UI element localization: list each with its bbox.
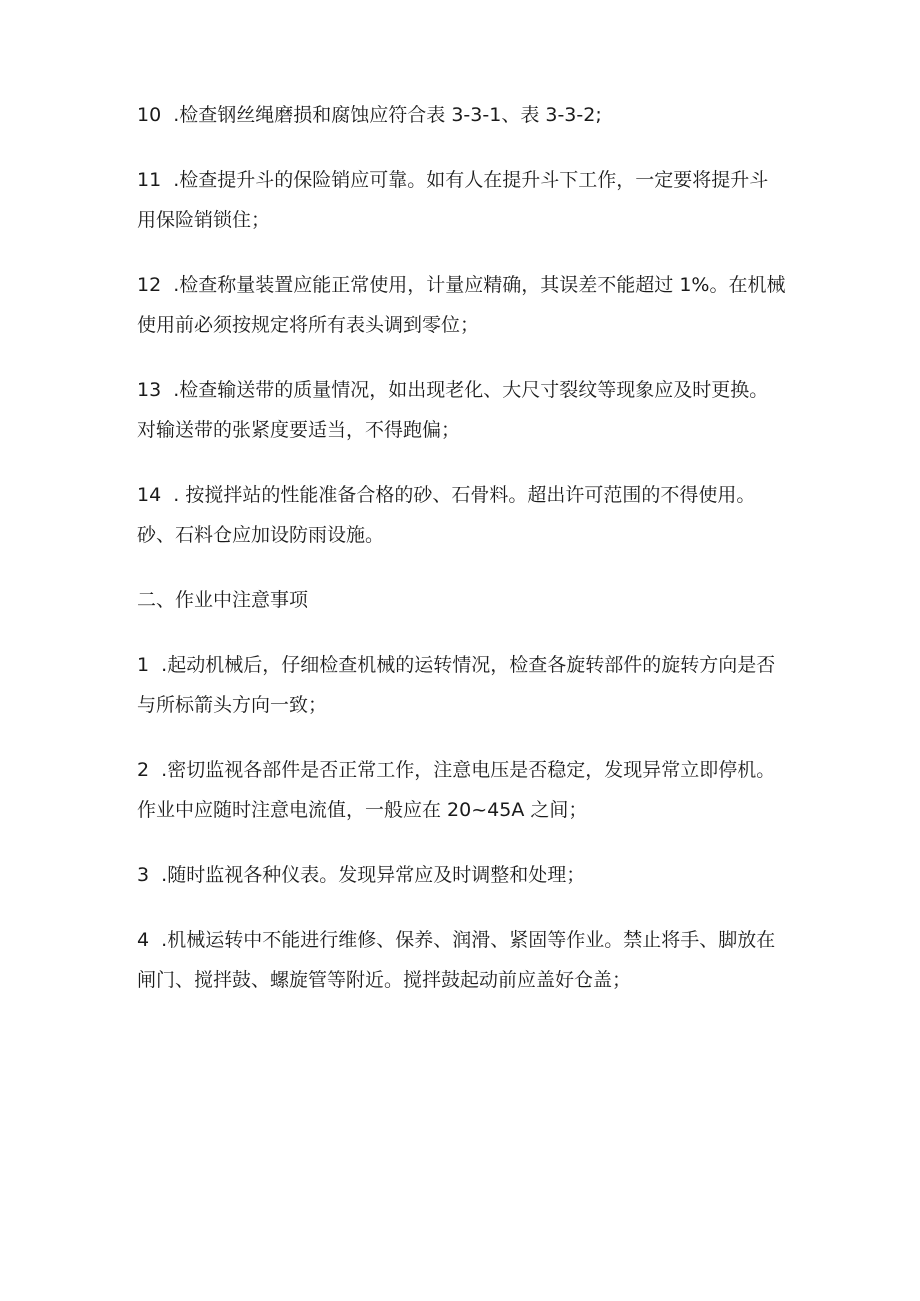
section-item-2: 2 .密切监视各部件是否正常工作，注意电压是否稳定，发现异常立即停机。作业中应随时注意电流值，一般应在 20~45A 之间；	[137, 759, 776, 821]
paragraph-item-10: 10 .检查钢丝绳磨损和腐蚀应符合表 3-3-1、表 3-3-2;	[137, 104, 602, 126]
paragraph-item-14: 14 . 按搅拌站的性能准备合格的砂、石骨料。超出许可范围的不得使用。砂、石料仓应加设防雨设施。	[137, 484, 756, 546]
section-heading: 二、作业中注意事项	[137, 589, 309, 611]
section-item-1: 1 .起动机械后，仔细检查机械的运转情况，检查各旋转部件的旋转方向是否与所标箭头方向一致；	[137, 654, 776, 716]
section-item-3: 3 .随时监视各种仪表。发现异常应及时调整和处理；	[137, 864, 586, 886]
paragraph-item-12: 12 .检查称量装置应能正常使用，计量应精确，其误差不能超过 1%。在机械使用前必须按规定将所有表头调到零位；	[137, 274, 786, 336]
paragraph-item-13: 13 .检查输送带的质量情况，如出现老化、大尺寸裂纹等现象应及时更换。对输送带的张紧度要适当，不得跑偏；	[137, 379, 769, 441]
section-item-4: 4 .机械运转中不能进行维修、保养、润滑、紧固等作业。禁止将手、脚放在闸门、搅拌鼓、螺旋管等附近。搅拌鼓起动前应盖好仓盖；	[137, 929, 776, 991]
document-body	[137, 95, 787, 1025]
paragraph-item-11: 11 .检查提升斗的保险销应可靠。如有人在提升斗下工作，一定要将提升斗用保险销锁住；	[137, 169, 769, 231]
